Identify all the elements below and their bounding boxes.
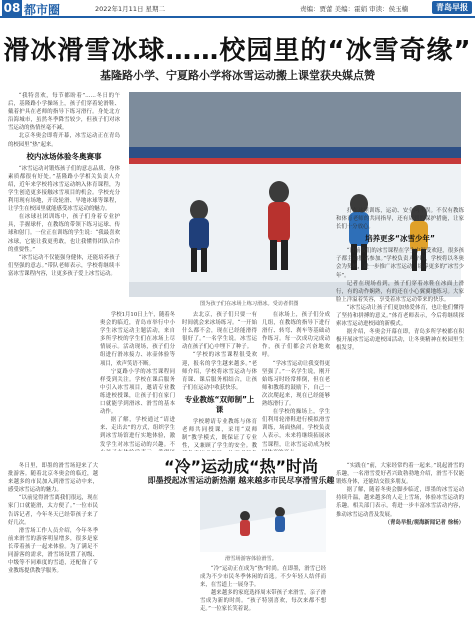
paragraph: 越来越多的家庭选择周末带孩子来滑雪，亲子滑雪成为新的时尚。“孩子特别喜欢，每次来都不想走。”一位家长笑着说。 bbox=[200, 590, 326, 613]
paragraph: 北京冬奥会即将开幕，冰雪运动正在青岛的校园里“热”起来。 bbox=[8, 133, 120, 148]
paragraph: 据了解，随着冬奥会脚步临近，即墨的冰雪运动持续升温，越来越多的人走上雪场，体验冰雪运动的乐趣。相关部门表示，将进一步丰富冰雪活动内容，推动冰雪运动普及发展。 bbox=[336, 487, 464, 518]
paragraph: “实践在”前，大家经常约着一起来。”说起滑雪的乐趣，一名滑雪爱好者兴致勃勃地介绍，滑雪不仅能锻炼身体，还能结交很多朋友。 bbox=[336, 463, 464, 486]
paragraph: “我特喜欢，每节都盼着”……冬日的午后，基隆路小学操场上，孩子们穿着轮滑鞋、戴着护具在老师的指导下练习滑行。身处北方沿海城市，虽然冬季降雪较少，但孩子们对冰雪运动的热情丝毫不减。 bbox=[8, 93, 120, 132]
section-name: 都市圈 bbox=[24, 3, 61, 17]
editor-line: 责编：贾蕾 美编：霍娟 审读：侯玉楠 bbox=[300, 5, 409, 13]
page-header bbox=[0, 0, 475, 18]
article-column-8 bbox=[336, 462, 464, 614]
secondary-subheadline: 即墨授起冰雪运动新热潮 越来越多市民尽享滑雪乐趣 bbox=[147, 476, 335, 485]
section-heading: 校内冰场体验冬奥赛事 bbox=[26, 151, 102, 161]
paragraph: 打在这里训练，运动、安全两不误。不仅有教练和体育老师的共同指导，还有周到的保护措施，让家长们十分放心。 bbox=[336, 208, 464, 231]
section-heading: 培养更多“冰雪少年” bbox=[365, 234, 435, 244]
ski-scene bbox=[200, 490, 326, 552]
issue-date: 2022年1月11日 星期二 bbox=[95, 5, 166, 13]
headline: 滑冰滑雪冰球……校园里的“冰雪奇缘” bbox=[3, 36, 472, 66]
paragraph: “冰雪运动对锻炼孩子们的意志品质、身体素质都很有好处。”基隆路小学相关负责人介绍，近年来学校将冰雪运动纳入体育课程，为学生创造更多接触冰雪项目的机会。学校充分利用现有场地，开设轮滑、旱地冰球等课程，让学生在校园里就能感受冰雪运动的魅力。 bbox=[8, 165, 120, 213]
paragraph: “以前觉得滑雪离我们很远，现在家门口就能滑，太方便了。”一位市民告诉记者，今年冬天已经带孩子来了好几次。 bbox=[8, 495, 98, 526]
page-number: 08 bbox=[3, 1, 21, 15]
paragraph: “冰雪运动不仅能强身健体，还能培养孩子们坚强的意志。”带队老师表示，学校将继续丰富冰雪课程内容，让更多孩子爱上冰雪运动。 bbox=[8, 254, 120, 277]
article-column-7 bbox=[200, 565, 326, 615]
byline: （青岛早报/观海新闻记者 徐杨） bbox=[384, 519, 464, 526]
article-column-2 bbox=[100, 311, 175, 451]
paragraph: 冬日里，即墨的滑雪场迎来了大批游客。随着北京冬奥会的临近，越来越多的市民加入到滑雪运动中来，感受冰雪运动的魅力。 bbox=[8, 463, 98, 494]
paragraph: 在冰球社团训练中，孩子们身着专业护具，手握球杆，在教练的带领下练习运球、传球和射门。一位正在训练的学生说：“我最喜欢冰球，它能让我更勇敢，也让我懂得团队合作的重要性。” bbox=[8, 214, 120, 253]
paragraph: 去北京，孩子们只要一有时间就会来冰场练习。“一开始什么都不会，现在已经能滑得很好了。”一名学生说。冰雪运动在孩子们心中埋下了种子。 bbox=[182, 312, 257, 351]
paragraph: 宁夏路小学的冰雪课程同样受到关注。学校在课后服务中引入冰雪项目，邀请专业教练进校授课，让孩子们在家门口就能学到滑冰、滑雪的基本动作。 bbox=[100, 368, 175, 416]
article-column-5 bbox=[336, 207, 464, 407]
paragraph: “冰雪运动让孩子们更加热爱体育，也让他们懂得了坚持和拼搏的意义。”体育老师表示，今后将继续探索冰雪运动进校园的新模式。 bbox=[336, 304, 464, 328]
section-heading: 专业教练“双师制”上课 bbox=[184, 394, 255, 414]
paragraph: 滑雪场工作人员介绍，今年冬季前来滑雪的游客明显增多，很多是家长带着孩子一起来体验。为了满足不同游客的需求，滑雪场设置了初级、中级等不同难度的雪道，还配备了专业教练提供教学服务。 bbox=[8, 527, 98, 575]
paragraph: “学校的冰雪课程很受欢迎，报名的学生越来越多。”老师介绍，学校将冰雪运动与体育课、课后服务相结合，让孩子们在运动中收获快乐。 bbox=[182, 352, 257, 391]
paragraph: 据了解，学校通过“请进来、走出去”的方式，组织学生到冰雪场馆进行实地体验，激发学生对冰雪运动的兴趣。不 bbox=[100, 417, 175, 448]
article-column-4 bbox=[262, 311, 330, 451]
article-column-3 bbox=[182, 311, 257, 451]
paragraph: “学冰雪运动让我变得更坚强了。”一名学生说，刚开始练习时经常摔倒，但在老师和教练的鼓励下，自己一次次爬起来，现在已经能够熟练滑行了。 bbox=[262, 360, 330, 408]
photo-caption: 图为孩子们在冰场上练习滑冰。受访者供图 bbox=[200, 301, 299, 307]
secondary-headline: “冷”运动成“热”时尚 bbox=[163, 457, 319, 476]
article-column-6 bbox=[8, 462, 98, 614]
subheadline: 基隆路小学、宁夏路小学将冰雪运动搬上课堂获央媒点赞 bbox=[100, 69, 375, 82]
ski-photo bbox=[200, 490, 326, 552]
paragraph: 在冰场上，孩子们分成几组，在教练的指导下进行滑行、转弯、刹车等基础动作练习。每一次成功完成动作，孩子们都会兴奋地欢呼。 bbox=[262, 312, 330, 359]
paragraph: 在学校的操场上，学生们利用轮滑鞋进行模拟滑雪训练，场面热闹。学校负责人表示，未来将继续拓展冰雪课程，让冰雪运动成为校 bbox=[262, 409, 330, 448]
paragraph: 学校1月10日上午，随着冬奥会的临近，青岛市举行中小学生冰雪运动主题活动，来自多所学校的学生们在冰场上尽情展示。活动现场，孩子们分组进行滑冰接力、冰壶体验等项目，欢声笑语不断。 bbox=[100, 312, 175, 367]
paragraph: 记者在现场看到，孩子们穿着冰鞋在冰面上滑行，有的动作娴熟，有的还在小心翼翼地练习。大家脸上洋溢着笑容，享受着冰雪运动带来的快乐。 bbox=[336, 280, 464, 303]
paragraph: 据介绍，冬奥会开幕在即，青岛多所学校都在积极开展冰雪运动进校园活动，让冬奥精神在校园里生根发芽。 bbox=[336, 329, 464, 352]
paragraph: 学校聘请专业教练与体育老师共同授课，采用“双师制”教学模式，既保证了专业性，又兼顾了学生的安全。教 bbox=[182, 418, 257, 450]
ski-photo-caption: 滑雪场游客体验滑雪。 bbox=[225, 556, 277, 562]
newspaper-logo: 青岛早报 bbox=[432, 1, 472, 14]
paragraph: “冷”运动正在成为“热”时尚。在即墨，滑雪已经成为不少市民冬季休闲的首选。不少年轻人结伴而来，在雪道上一展身手。 bbox=[200, 566, 326, 589]
paragraph: “目前我们的冰雪课程在学生中很受欢迎，很多孩子都主动报名参加。”学校负责人介绍，学校将以冬奥会为契机，进一步推广冰雪运动，培养更多的“冰雪少年”。 bbox=[336, 248, 464, 279]
